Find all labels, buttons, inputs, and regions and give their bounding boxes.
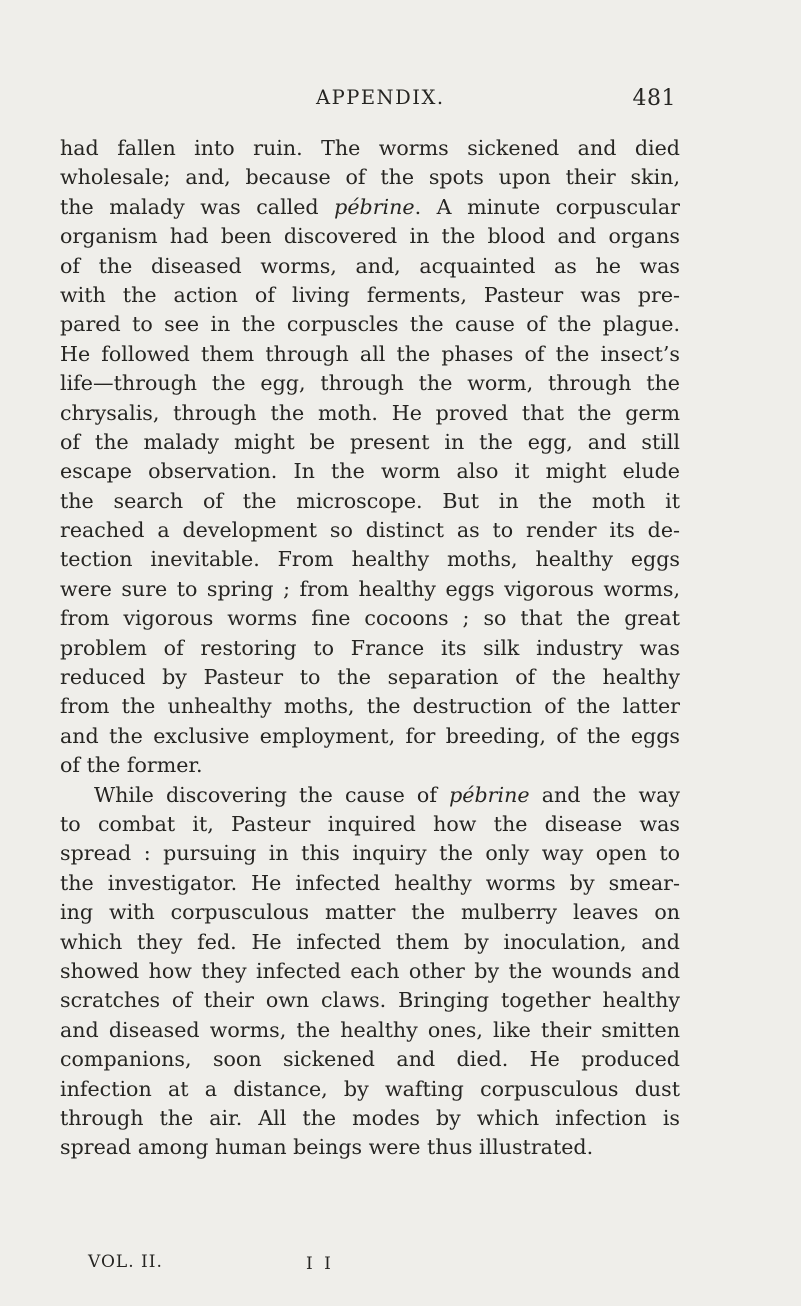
text-segment: through the air. All the modes by which infection is xyxy=(60,1105,680,1130)
text-segment: tection inevitable. From healthy moths, healthy eggs xyxy=(60,547,680,572)
volume-mark: VOL. II. xyxy=(88,1252,163,1272)
page-footer xyxy=(60,1252,680,1276)
text-line xyxy=(60,1045,680,1074)
running-head xyxy=(316,86,676,116)
text-segment: were sure to spring ; from healthy eggs vigorous worms, xyxy=(60,576,680,601)
text-line xyxy=(60,193,680,222)
text-line xyxy=(60,663,680,692)
text-line xyxy=(60,134,680,163)
text-segment: infection at a distance, by wafting corpusculous dust xyxy=(60,1076,680,1101)
text-segment: the investigator. He infected healthy worms by smear- xyxy=(60,870,680,895)
text-line xyxy=(60,575,680,604)
running-head-title: APPENDIX. xyxy=(316,86,445,109)
text-segment: to combat it, Pasteur inquired how the disease was xyxy=(60,811,680,836)
italic-term: pébrine xyxy=(449,782,530,807)
text-line xyxy=(60,751,680,780)
text-segment: which they fed. He infected them by inoculation, and xyxy=(60,929,680,954)
text-segment: companions, soon sickened and died. He produced xyxy=(60,1047,680,1072)
text-line xyxy=(60,898,680,927)
text-segment: from vigorous worms fine cocoons ; so that the great xyxy=(60,606,680,631)
text-line xyxy=(60,281,680,310)
text-line xyxy=(60,1133,680,1162)
text-line xyxy=(60,545,680,574)
text-segment: showed how they infected each other by the wounds and xyxy=(60,958,680,983)
text-line xyxy=(60,604,680,633)
text-segment: of the malady might be present in the egg, and still xyxy=(60,429,680,454)
text-line xyxy=(60,1075,680,1104)
text-segment: and the exclusive employment, for breeding, of the eggs xyxy=(60,723,680,748)
text-line xyxy=(60,781,680,810)
text-segment: had fallen into ruin. The worms sickened and died xyxy=(60,136,680,160)
text-line xyxy=(60,428,680,457)
text-line xyxy=(60,986,680,1015)
text-segment: ing with corpusculous matter the mulberry leaves on xyxy=(60,900,680,925)
text-line xyxy=(60,310,680,339)
text-segment: pared to see in the corpuscles the cause of the plague. xyxy=(60,312,680,337)
text-segment: of the former. xyxy=(60,753,203,778)
text-segment: wholesale; and, because of the spots upon their skin, xyxy=(60,165,680,190)
text-line xyxy=(60,839,680,868)
text-segment: chrysalis, through the moth. He proved that the germ xyxy=(60,400,680,425)
text-line xyxy=(60,340,680,369)
text-line xyxy=(60,928,680,957)
text-segment: While discovering the cause of xyxy=(94,782,450,807)
signature-mark: I I xyxy=(306,1254,334,1274)
text-segment: spread : pursuing in this inquiry the only way open to xyxy=(60,841,680,866)
paragraph-2 xyxy=(60,781,680,1163)
text-line xyxy=(60,163,680,192)
text-segment: He followed them through all the phases of the insect’s xyxy=(60,341,680,366)
text-segment: from the unhealthy moths, the destruction of the latter xyxy=(60,694,680,719)
text-line xyxy=(60,369,680,398)
text-segment: and the way xyxy=(529,782,680,807)
text-line xyxy=(60,1104,680,1133)
text-segment: of the diseased worms, and, acquainted as he was xyxy=(60,253,680,278)
text-segment: and diseased worms, the healthy ones, like their smitten xyxy=(60,1017,680,1042)
page-number: 481 xyxy=(632,86,676,111)
text-line xyxy=(60,1016,680,1045)
text-segment: escape observation. In the worm also it might elude xyxy=(60,459,680,484)
text-segment: problem of restoring to France its silk industry was xyxy=(60,635,680,660)
text-line xyxy=(60,457,680,486)
text-segment: . A minute corpuscular xyxy=(414,194,680,219)
italic-term: pébrine xyxy=(334,194,415,219)
paragraph-1 xyxy=(60,134,680,781)
body-text xyxy=(60,134,680,1163)
text-line xyxy=(60,869,680,898)
text-segment: reduced by Pasteur to the separation of the healthy xyxy=(60,665,680,690)
text-segment: the malady was called xyxy=(60,194,335,219)
text-segment: organism had been discovered in the blood and organs xyxy=(60,224,680,249)
text-line xyxy=(60,634,680,663)
text-segment: with the action of living ferments, Pasteur was pre- xyxy=(60,282,680,307)
text-segment: spread among human beings were thus illustrated. xyxy=(60,1135,594,1160)
text-line xyxy=(60,810,680,839)
text-line xyxy=(60,692,680,721)
text-line xyxy=(60,516,680,545)
text-segment: the search of the microscope. But in the moth it xyxy=(60,488,680,513)
text-line xyxy=(60,722,680,751)
text-line xyxy=(60,957,680,986)
text-segment: life—through the egg, through the worm, through the xyxy=(60,371,680,396)
text-line xyxy=(60,487,680,516)
text-segment: scratches of their own claws. Bringing together healthy xyxy=(60,988,680,1013)
text-line xyxy=(60,252,680,281)
text-line xyxy=(60,399,680,428)
text-segment: reached a development so distinct as to render its de- xyxy=(60,518,680,543)
text-line xyxy=(60,222,680,251)
